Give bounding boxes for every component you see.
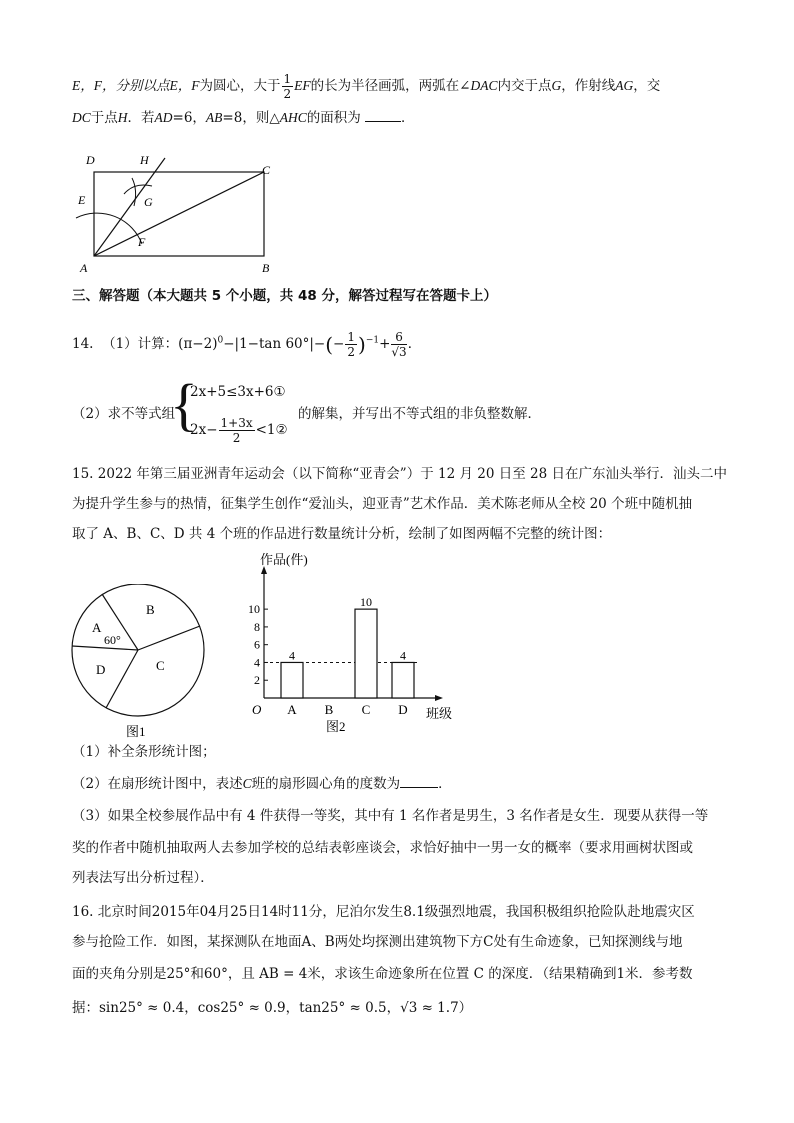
frac-den: 2 [347, 345, 355, 359]
q13-text: AG [615, 78, 634, 93]
expr: −|1−tan 60°|− [223, 336, 326, 352]
q15-sub2 [72, 774, 452, 794]
data-label-D: 4 [400, 648, 406, 663]
sub2-text: （2）在扇形统计图中，表述 [72, 776, 243, 792]
pie-label-c: C [156, 658, 165, 673]
exp: −1 [365, 335, 380, 346]
label-d: D [86, 153, 95, 167]
q13-line1 [72, 72, 660, 101]
q16-line3: 面的夹角分别是25°和60°，且 AB = 4米，求该生命迹象所在位置 C 的深度．（结果精确到1米．参考数 [72, 966, 693, 982]
arc-ef [76, 213, 142, 244]
category-label-C: C [361, 702, 371, 717]
expr: + [379, 336, 391, 352]
pie-label-d: D [96, 662, 106, 677]
bar-chart [240, 550, 480, 745]
fraction [345, 330, 357, 359]
ineq2-text: <1② [255, 422, 288, 438]
label-g: G [144, 195, 153, 209]
fig1-caption: 图1 [126, 724, 146, 739]
frac-den: 2 [283, 87, 292, 101]
q13-text: ，作射线 [561, 78, 616, 94]
q13-text: H [117, 110, 128, 125]
expr: ． [407, 336, 422, 352]
category-label-B: B [324, 702, 334, 717]
origin-label: O [252, 702, 262, 717]
pie-label-a: A [92, 620, 102, 635]
q13-line2 [72, 108, 415, 128]
q13-text: G [551, 78, 562, 93]
frac-num: 6 [391, 330, 406, 345]
answer-blank[interactable] [365, 109, 401, 122]
q13-text: =8，则△ [222, 110, 280, 126]
q14-part2-tail: 的解集，并写出不等式组的非负整数解． [298, 406, 541, 422]
pie-label-b: B [146, 602, 155, 617]
arc-g1 [124, 185, 152, 194]
q13-text: AB [205, 110, 223, 125]
q13-text: 为圆心，大于 [199, 78, 281, 94]
label-e: E [78, 193, 86, 207]
frac-den: √3 [391, 345, 407, 359]
q13-text: 的面积为 [306, 110, 361, 126]
data-label-A: 4 [289, 648, 295, 663]
q13-text: EF [294, 78, 311, 93]
q13-text: =6， [172, 110, 206, 126]
ray-ag [94, 158, 165, 256]
pie-divider [138, 626, 200, 650]
category-label-A: A [287, 702, 297, 717]
q13-text: 的长为半径画弧，两弧在∠ [310, 78, 471, 94]
q16-line4: 据：sin25° ≈ 0.4，cos25° ≈ 0.9，tan25° ≈ 0.5，√3 ≈ 1.7） [72, 1000, 473, 1016]
y-tick-label-10: 10 [248, 602, 260, 617]
q14-part2-label: （2）求不等式组 [72, 406, 176, 422]
question-number: 14. [72, 336, 94, 352]
q15-line1: 15. 2022 年第三届亚洲青年运动会（以下简称“亚青会”）于 12 月 20 日至 28 日在广东汕头举行．汕头二中 [72, 466, 727, 482]
label-f: F [138, 235, 146, 249]
fig2-caption: 图2 [326, 719, 346, 734]
inequality-1: 2x+5≤3x+6① [190, 384, 286, 400]
label-h: H [140, 153, 149, 167]
answer-blank[interactable] [400, 775, 438, 788]
fraction [391, 330, 406, 359]
q13-text: ，交 [633, 78, 661, 94]
q13-text: E，F，分别以点 [72, 78, 170, 93]
diagonal-ac [94, 172, 264, 256]
bar-D [392, 662, 414, 698]
q13-text: ．若 [127, 110, 155, 126]
q13-text: AD [154, 110, 173, 125]
data-label-C: 10 [360, 595, 372, 610]
label-a: A [80, 261, 88, 275]
y-tick-label-2: 2 [254, 673, 260, 688]
expr: (π−2) [178, 336, 218, 352]
fraction [219, 416, 255, 445]
q15-sub1: （1）补全条形统计图； [72, 744, 216, 760]
pie-chart [66, 584, 216, 744]
y-tick-label-6: 6 [254, 637, 260, 652]
q13-text: 内交于点 [497, 78, 552, 94]
sub2-text: C [242, 776, 252, 791]
y-axis-label: 作品(件) [260, 552, 308, 567]
q13-text: AHC [279, 110, 307, 125]
q14-part1: 14. （1）计算：$(\pi-2)^0-|1-\tan$ 60°|−(− $\frac{1}{2}$ )$^{-1}$+ $\frac{6}{√3}$ ． [72, 330, 422, 359]
q13-text: 于点 [90, 110, 118, 126]
fraction-half [282, 72, 294, 101]
q13-rectangle-figure [72, 148, 292, 276]
label-b: B [262, 261, 270, 275]
exp: 0 [217, 335, 224, 346]
brace: { [170, 372, 198, 437]
q13-text: E，F [169, 78, 200, 93]
pie-angle-label: 60° [104, 633, 121, 647]
q15-line2: 为提升学生参与的热情，征集学生创作“爱汕头，迎亚青”艺术作品．美术陈老师从全校 20 个班中随机抽 [72, 496, 693, 512]
x-axis-label: 班级 [426, 706, 453, 721]
frac-den: 2 [232, 431, 241, 445]
q14-label: （1）计算： [102, 336, 179, 352]
sub2-text: 班的扇形圆心角的度数为 [251, 776, 401, 792]
sub2-text: ． [438, 776, 452, 792]
q16-line1: 16. 北京时间2015年04月25日14时11分，尼泊尔发生8.1级强烈地震，我国积极组织抢险队赴地震灾区 [72, 904, 695, 920]
y-tick-label-8: 8 [254, 619, 260, 634]
q15-sub3-line2: 奖的作者中随机抽取两人去参加学校的总结表彰座谈会，求恰好抽中一男一女的概率（要求用画树状图或 [72, 840, 693, 856]
ineq2-text: 2x− [190, 422, 218, 438]
frac-num: 1 [347, 330, 355, 344]
label-c: C [262, 163, 271, 177]
y-tick-label-4: 4 [254, 655, 260, 670]
q13-text: DAC [470, 78, 498, 93]
q15-sub3-line1: （3）如果全校参展作品中有 4 件获得一等奖，其中有 1 名作者是男生，3 名作者是女生．现要从获得一等 [72, 808, 709, 824]
y-axis-arrow [261, 566, 267, 574]
bar-A [281, 662, 303, 698]
q13-text: DC [72, 110, 91, 125]
inequality-2 [190, 416, 288, 445]
q13-text: ． [401, 110, 415, 126]
q16-line2: 参与抢险工作．如图，某探测队在地面A、B两处均探测出建筑物下方C处有生命迹象，已知探测线与地 [72, 934, 683, 950]
frac-num: 1 [283, 72, 292, 86]
pie-divider [106, 650, 138, 708]
frac-num: 1+3x [220, 416, 253, 430]
x-axis-arrow [435, 695, 443, 701]
section-heading: 三、解答题（本大题共 5 个小题，共 48 分，解答过程写在答题卡上） [72, 288, 497, 304]
q15-sub3-line3: 列表法写出分析过程）． [72, 870, 214, 886]
category-label-D: D [398, 702, 408, 717]
bar-C [355, 609, 377, 698]
q15-line3: 取了 A、B、C、D 共 4 个班的作品进行数量统计分析，绘制了如图两幅不完整的统计图： [72, 526, 612, 542]
